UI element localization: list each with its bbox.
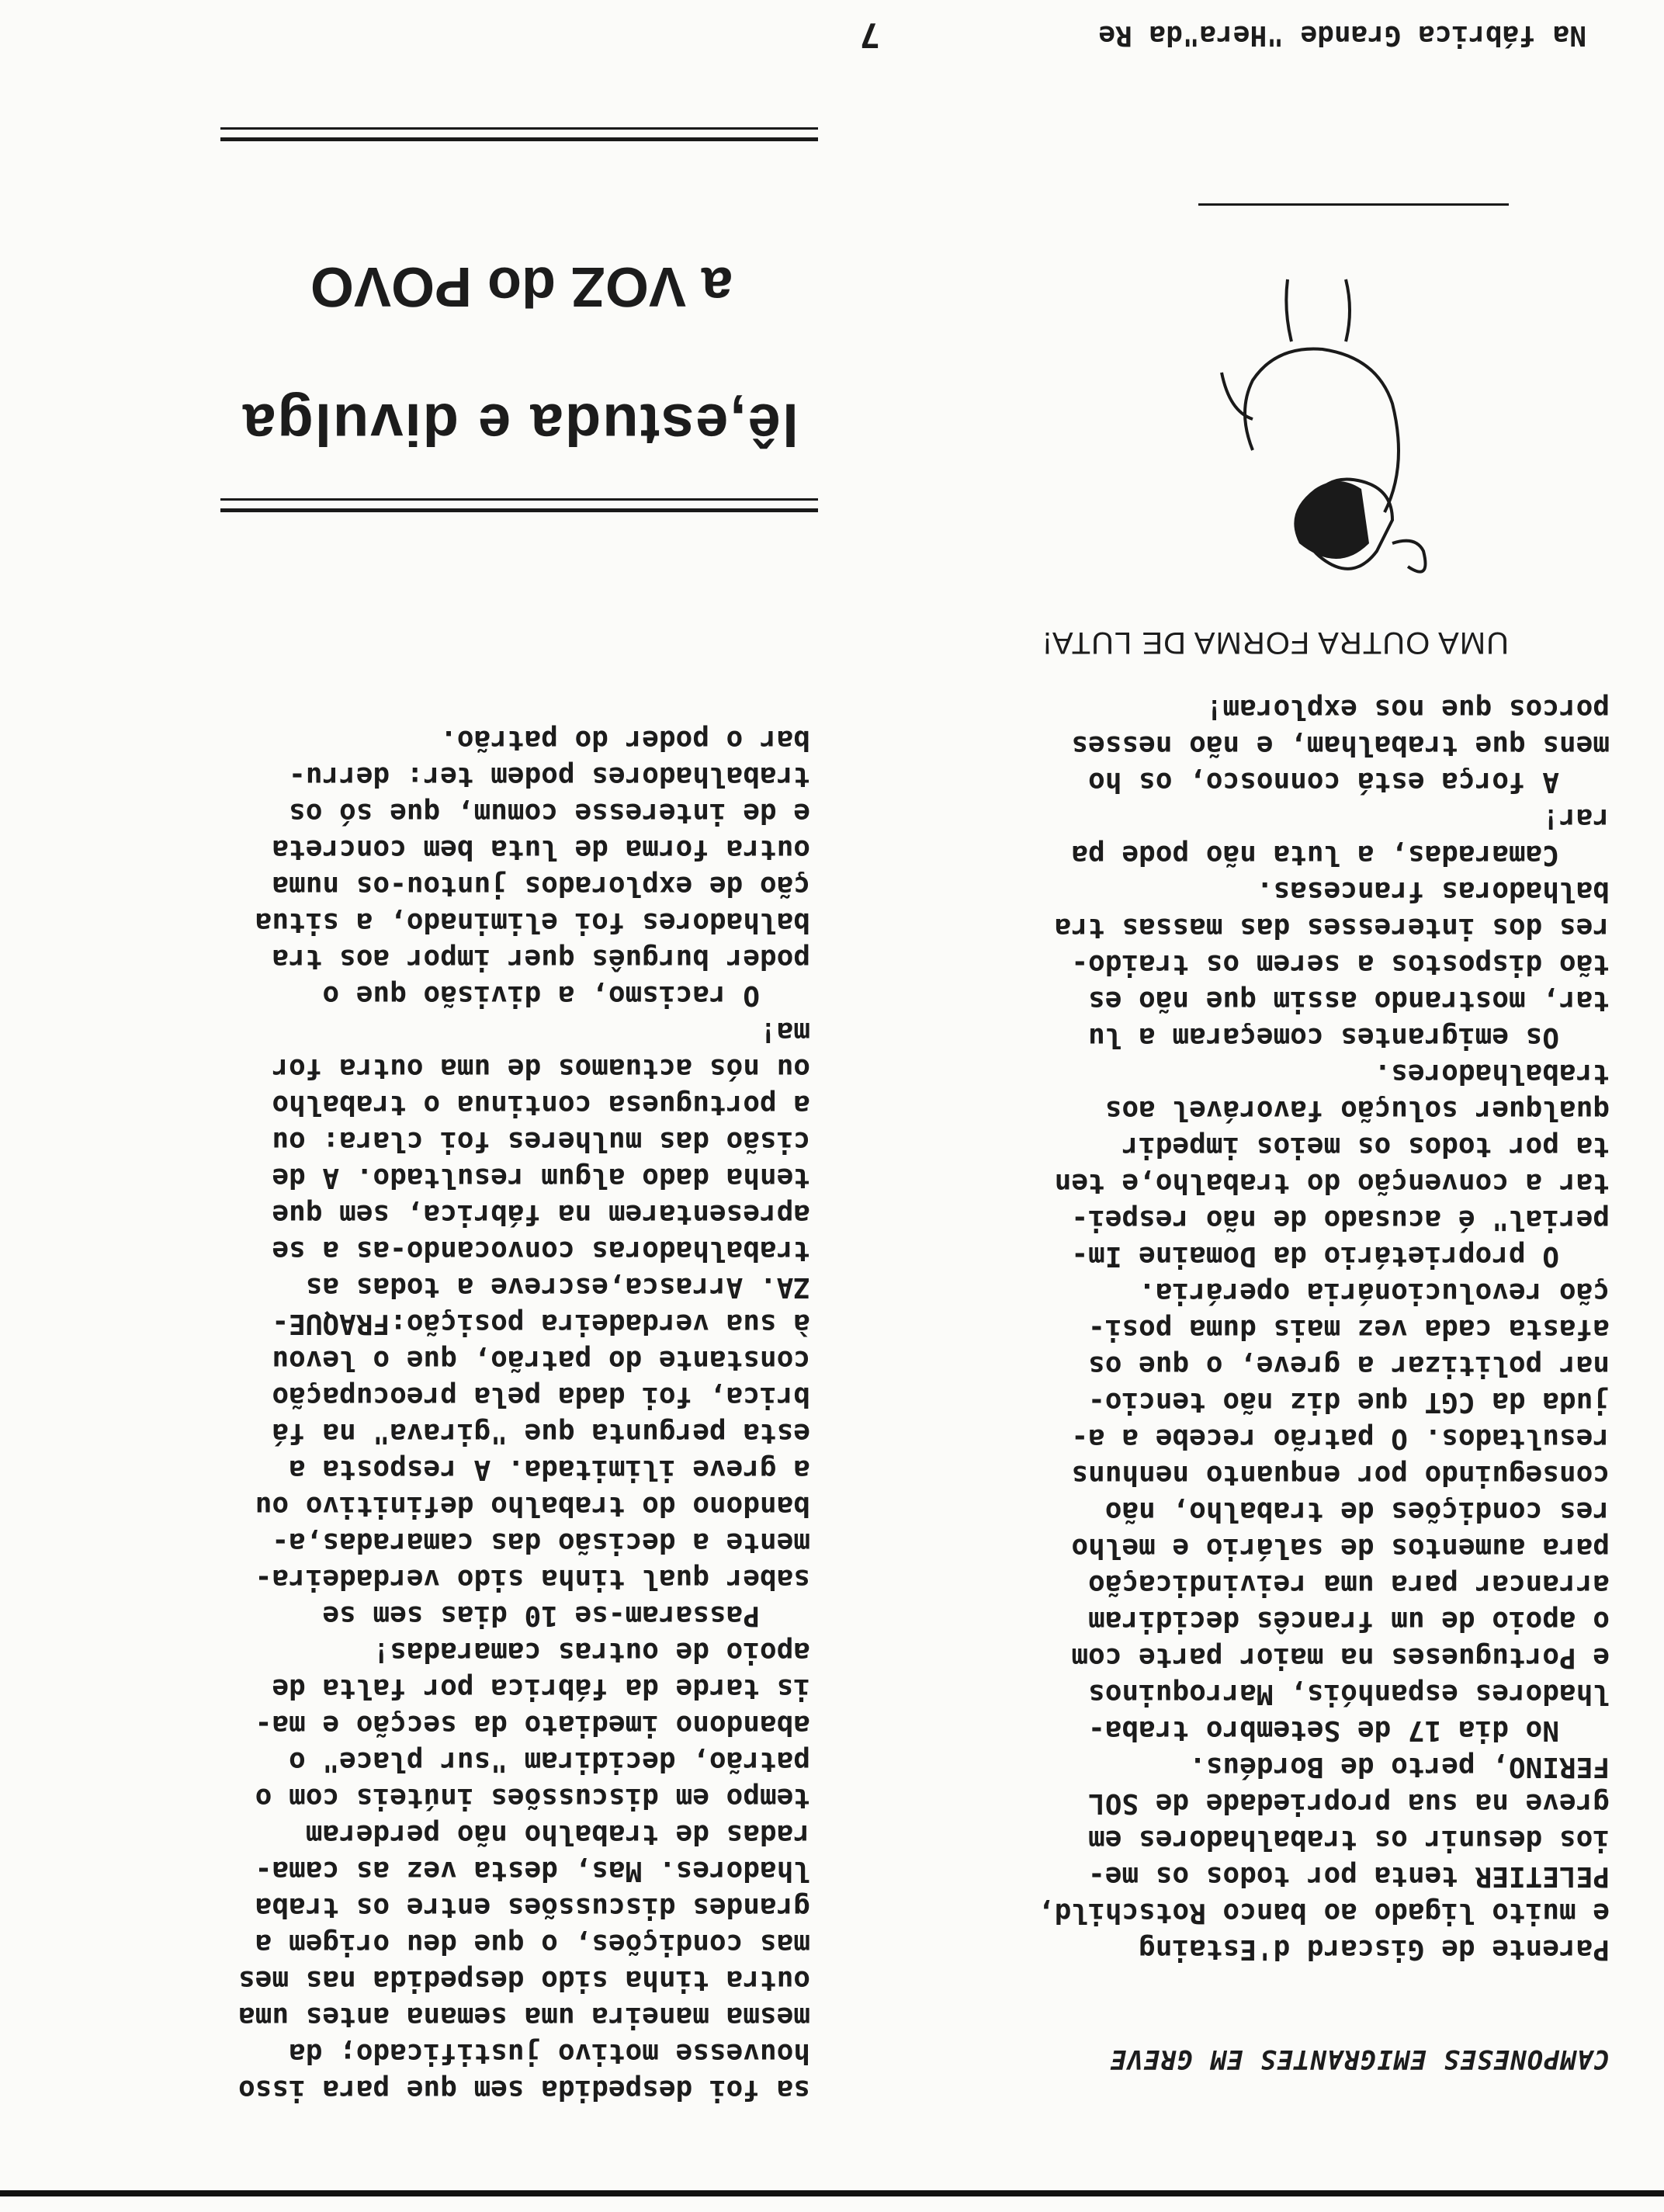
text-line: ZA. Arrasca,escreve a todas as — [305, 1271, 810, 1303]
text-line: balhadores foi eliminado, a situa — [255, 907, 810, 938]
text-line: lhadores espanhóis, Marroquinos — [1088, 1678, 1610, 1710]
text-line: grandes discussões entre os traba — [255, 1891, 810, 1923]
text-line: patrão, decidiram "sur place" o — [289, 1746, 810, 1777]
text-line: No dia 17 de Setembro traba- — [1088, 1714, 1610, 1746]
section-heading: UMA OUTRA FORMA DE LUTA! — [1042, 626, 1509, 660]
text-line: radas de trabalho não perderam — [305, 1818, 810, 1850]
article-column-left — [834, 618, 1610, 2150]
text-line: poder burguês quer impor aos tra — [272, 943, 810, 975]
text-line: esta pergunta que "girava" na fá — [272, 1417, 810, 1449]
text-line: juda da CGT que diz não tencio- — [1088, 1386, 1610, 1418]
text-line: qualquer solução favorável aos — [1104, 1094, 1610, 1126]
article-body-right — [34, 722, 810, 2108]
title-rule-lower-2 — [220, 498, 818, 501]
text-line: apoio de outras camaradas! — [373, 1636, 810, 1668]
text-line: res condições de trabalho, não — [1104, 1496, 1610, 1527]
text-line: is tarde da fábrica por falta de — [272, 1673, 810, 1704]
text-line: ios desunir os trabalhadores em — [1088, 1824, 1610, 1856]
text-line: ma! — [759, 1016, 810, 1048]
newspaper-title: a VOZ do POVO — [310, 255, 733, 317]
text-line: balhadoras francesas. — [1256, 875, 1610, 907]
text-line: Os emigrantes começaram a lu — [1088, 1021, 1610, 1053]
title-rule-upper-2 — [220, 127, 818, 130]
text-line: tenha dado algum resultado. A de — [272, 1162, 810, 1194]
text-line: rar! — [1542, 803, 1610, 834]
text-line: afasta cada vez mais duma posi- — [1088, 1313, 1610, 1345]
text-line: O racismo, a divisão que o — [322, 979, 810, 1011]
illustration-underline — [1198, 203, 1509, 206]
text-line: tão dispostos a serem os traido- — [1071, 948, 1610, 980]
text-line: lhadores. Mas, desta vez as cama- — [255, 1855, 810, 1887]
title-rule-lower — [220, 508, 818, 512]
text-line: a greve ilimitada. A resposta a — [289, 1454, 810, 1486]
page-edge-rule — [0, 2190, 1664, 2196]
text-line: outra tinha sido despedida nas mes — [238, 1964, 810, 1996]
top-note — [1031, 0, 1586, 132]
text-line: saber qual tinha sido verdadeira- — [255, 1563, 810, 1595]
text-line: tar, mostrando assim que não es — [1088, 985, 1610, 1017]
page-mark: 7 — [859, 15, 880, 54]
text-line: bandono do trabalho definitivo ou — [255, 1490, 810, 1522]
text-line: A força está connosco, os ho — [1088, 766, 1610, 798]
text-line: Passaram-se 10 dias sem se — [322, 1600, 810, 1631]
text-line: O proprietário da Domaine Im- — [1071, 1240, 1610, 1272]
text-line: à sua verdadeira posição:FRAQUE- — [272, 1308, 810, 1340]
text-line: res dos interesses das massas tra — [1054, 912, 1610, 944]
text-line: mas condições, o que deu origem a — [255, 1928, 810, 1960]
text-line: nar politizar a greve, o que os — [1088, 1350, 1610, 1382]
text-line: conseguindo por enquanto nenhuns — [1071, 1459, 1610, 1491]
text-line: a portuguesa continua o trabalho — [272, 1089, 810, 1121]
slogan: lê,estuda e divulga — [241, 391, 799, 457]
text-line: Parente de Giscard d'Estaing — [1139, 1933, 1610, 1965]
text-line: o apoio de um francês decidiram — [1088, 1605, 1610, 1637]
text-line: arrancar para uma reivindicação — [1088, 1569, 1610, 1600]
text-line: mens que trabalham, e não nesses — [1071, 730, 1610, 761]
text-line: resultados. O patrão recebe a a- — [1071, 1423, 1610, 1454]
text-line: tar a convenção do trabalho,e ten — [1054, 1167, 1610, 1199]
text-line: ção de explorados juntou-os numa — [272, 870, 810, 902]
text-line: mesma maneira uma semana antes uma — [238, 2001, 810, 2033]
text-line: e Portugueses na maior parte com — [1071, 1642, 1610, 1673]
text-line: trabalhadores podem ter: derru- — [289, 761, 810, 792]
text-line: ou nós actuamos de uma outra for — [272, 1052, 810, 1084]
text-line: ta por todos os meios impedir — [1121, 1131, 1610, 1163]
text-line: Camaradas, a luta não pode pa — [1071, 839, 1610, 871]
article-column-right — [34, 649, 810, 2181]
text-line: e de interesse comum, que só os — [289, 797, 810, 829]
text-line: FERINO, perto de Bordéus. — [1189, 1751, 1610, 1783]
text-line: abandono imediato da secção e ma- — [255, 1709, 810, 1741]
text-line: trabalhadoras convocando-as a se — [272, 1235, 810, 1267]
worker-illustration — [1191, 272, 1470, 598]
text-line: trabalhadores. — [1374, 1058, 1610, 1090]
text-line: constante do patrão, que o levou — [272, 1344, 810, 1376]
text-line: sa foi despedida sem que para isso — [238, 2074, 810, 2106]
text-line: e muito ligado ao banco Rotschild, — [1038, 1897, 1610, 1929]
top-note-line: Na fábrica Grande "Hera"da Re — [1098, 19, 1586, 51]
text-line: apresentarem na fábrica, sem que — [272, 1198, 810, 1230]
text-line: PELETIER tenta por todos os me- — [1088, 1860, 1610, 1892]
title-rule-upper — [220, 137, 818, 141]
article-heading: CAMPONESES EMIGRANTES EM GREVE — [1109, 2044, 1610, 2075]
text-line: houvesse motivo justificado; da — [289, 2037, 810, 2069]
article-body-left — [834, 691, 1610, 1968]
text-line: tempo em discussões inúteis com o — [255, 1782, 810, 1814]
text-line: ção revolucionária operária. — [1139, 1277, 1610, 1309]
text-line: brica, foi dada pela preocupação — [272, 1381, 810, 1413]
text-line: porcos que nos exploram! — [1205, 693, 1610, 725]
text-line: cisão das mulheres foi clara: ou — [272, 1125, 810, 1157]
text-line: greve na sua propriedade de SOL — [1088, 1787, 1610, 1819]
text-line: bar o poder do patrão. — [440, 724, 810, 756]
text-line: mente a decisão das camaradas,a- — [272, 1527, 810, 1558]
text-line: outra forma de luta bem concreta — [272, 834, 810, 865]
text-line: para aumentos de salário e melho — [1071, 1532, 1610, 1564]
text-line: perial" é acusado de não respei- — [1071, 1204, 1610, 1236]
